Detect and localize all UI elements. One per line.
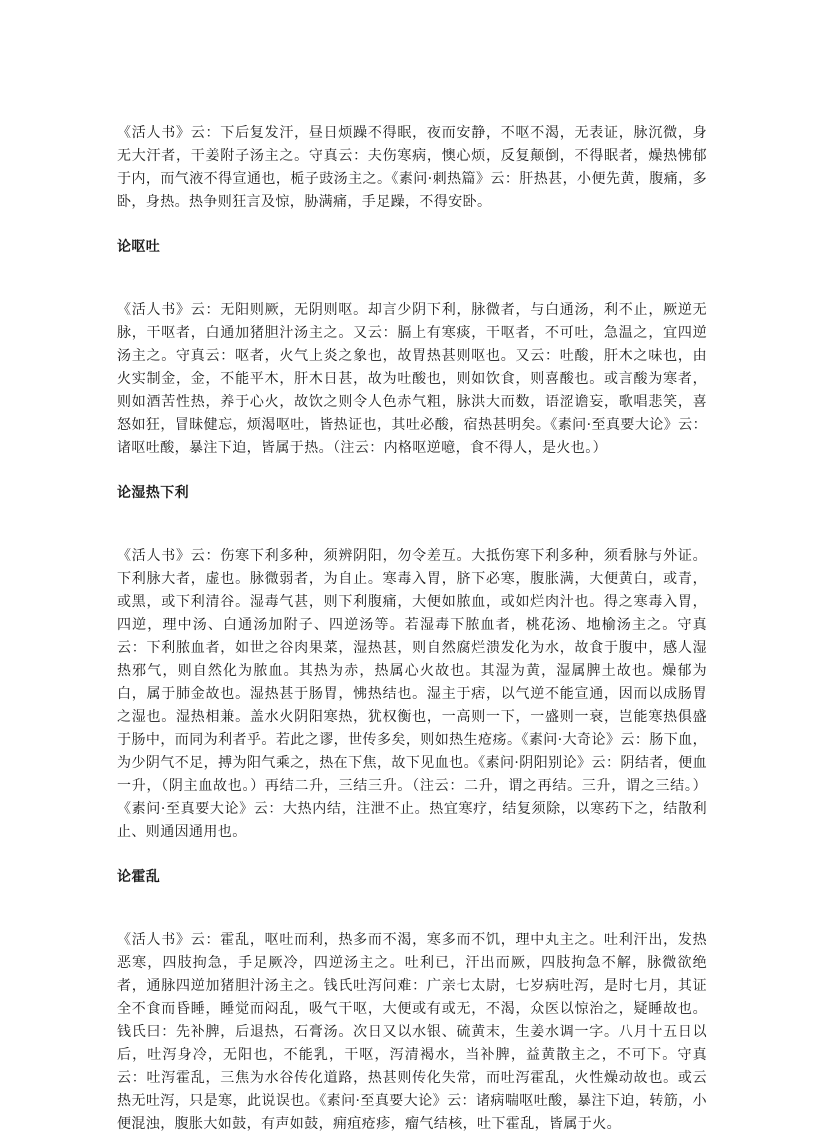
paragraph-cholera: 《活人书》云：霍乱，呕吐而利，热多而不渴，寒多而不饥，理中丸主之。吐利汗出，发热恶寒，四肢拘急，手足厥冷，四逆汤主之。吐利已，汗出而厥，四肢拘急不解，脉微欲绝者，通脉四逆加猪胆汁汤主之。钱氏吐泻问难：广亲七太尉，七岁病吐泻，是时七月，其证全不食而昏睡，睡觉而闷乱，吸气干呕，大便或有或无，不渴，众医以惊治之，疑睡故也。钱氏曰：先补脾，后退热，石膏汤。次日又以水银、硫黄末，生姜水调一字。八月十五日以后，吐泻身冷，无阳也，不能乳，干呕，泻清褐水，当补脾，益黄散主之，不可下。守真云：吐泻霍乱，三焦为水谷传化道路，热甚则传化失常，而吐泻霍乱，火性燥动故也。或云热无吐泻，只是寒，此说误也。《素问·至真要大论》云：诸病喘呕吐酸，暴注下迫，转筋，小便混浊，腹胀大如鼓，有声如鼓，痈疽疮疹，瘤气结核，吐下霍乱，皆属于火。 [117, 932, 707, 1132]
paragraph-damp-heat-diarrhea: 《活人书》云：伤寒下利多种，须辨阴阳，勿令差互。大抵伤寒下利多种，须看脉与外证。下利脉大者，虚也。脉微弱者，为自止。寒毒入胃，脐下必寒，腹胀满，大便黄白，或青，或黑，或下利清谷。湿毒气甚，则下利腹痛，大便如脓血，或如烂肉汁也。得之寒毒入胃，四逆，理中汤、白通汤加附子、四逆汤等。若湿毒下脓血者，桃花汤、地榆汤主之。守真云：下利脓血者，如世之谷肉果菜，湿热甚，则自然腐烂溃发化为水，故食于腹中，感人湿热邪气，则自然化为脓血。其热为赤，热属心火故也。其湿为黄，湿属脾土故也。燥郁为白，属于肺金故也。湿热甚于肠胃，怫热结也。湿主于痞，以气逆不能宣通，因而以成肠胃之湿也。湿热相兼。盖水火阴阳寒热，犹权衡也，一高则一下，一盛则一衰，岂能寒热俱盛于肠中，而同为利者乎。若此之谬，世传多矣，则如热生疮疡。《素问·大奇论》云：肠下血，为少阴气不足，搏为阳气乘之，热在下焦，故下见血也。《素问·阴阳别论》云：阴结者，便血一升，（阴主血故也。）再结二升，三结三升。（注云：二升，谓之再结。三升，谓之三结。）《素问·至真要大论》云：大热内结，注泄不止。热宜寒疗，结复须除，以寒药下之，结散利止、则通因通用也。 [117, 548, 707, 840]
spacer [117, 889, 707, 929]
heading-vomiting: 论呕吐 [117, 239, 161, 255]
spacer [117, 844, 707, 866]
heading-damp-heat-diarrhea: 论湿热下利 [117, 485, 189, 501]
spacer [117, 259, 707, 299]
spacer [117, 505, 707, 545]
paragraph-fever-restlessness: 《活人书》云：下后复发汗，昼日烦躁不得眠，夜而安静，不呕不渴，无表证，脉沉微，身无大汗者，干姜附子汤主之。守真云：夫伤寒病，懊心烦，反复颠倒，不得眠者，燥热怫郁于内，而气液不得宣通也，栀子豉汤主之。《素问·刺热篇》云：肝热甚，小便先黄，腹痛，多卧，身热。热争则狂言及惊，胁满痛，手足躁，不得安卧。 [117, 125, 707, 210]
spacer [117, 460, 707, 482]
heading-cholera: 论霍乱 [117, 869, 161, 885]
spacer [117, 214, 707, 236]
document-page [117, 122, 707, 1136]
paragraph-vomiting: 《活人书》云：无阳则厥，无阴则呕。却言少阴下利，脉微者，与白通汤，利不止，厥逆无脉，干呕者，白通加猪胆汁汤主之。又云：膈上有寒痰，干呕者，不可吐，急温之，宜四逆汤主之。守真云：呕者，火气上炎之象也，故胃热甚则呕也。又云：吐酸，肝木之味也，由火实制金，金，不能平木，肝木日甚，故为吐酸也，则如饮食，则喜酸也。或言酸为寒者，则如酒苦性热，养于心火，故饮之则令人色赤气粗，脉洪大而数，语涩谵妄，歌唱悲笑，喜怒如狂，冒昧健忘，烦渴呕吐，皆热证也，其吐必酸，宿热甚明矣。《素问·至真要大论》云：诸呕吐酸，暴注下迫，皆属于热。（注云：内格呕逆噫，食不得人，是火也。） [117, 302, 707, 456]
